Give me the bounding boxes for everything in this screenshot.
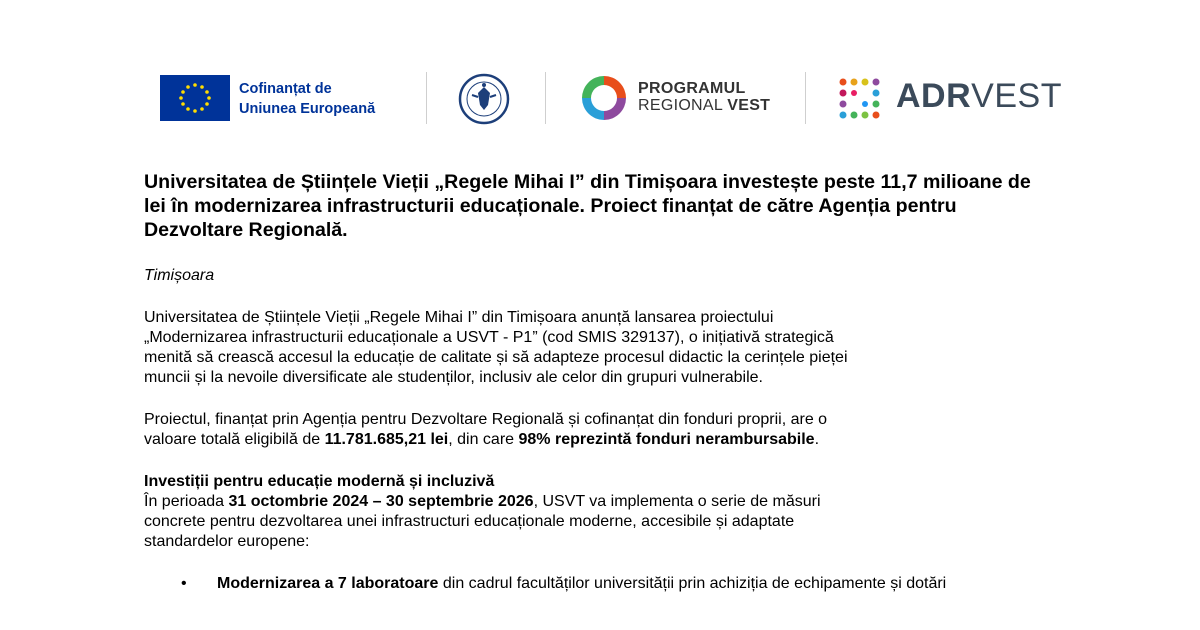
paragraph-funding xyxy=(144,410,874,450)
eu-flag-icon xyxy=(160,75,230,121)
logo-divider xyxy=(426,72,427,124)
logo-bar xyxy=(160,70,1060,126)
section-heading: Investiții pentru educație modernă și incluzivă xyxy=(144,473,495,490)
bullet1-bold: Modernizarea a 7 laboratoare xyxy=(217,575,439,592)
logo-divider xyxy=(805,72,806,124)
document-body xyxy=(144,170,1044,594)
pr-line2-b: VEST xyxy=(727,97,771,114)
eu-line2: Uniunea Europeană xyxy=(239,101,376,117)
list-item xyxy=(144,574,1044,594)
eu-line1: Cofinanțat de xyxy=(239,81,332,97)
regional-program-label xyxy=(638,80,770,114)
period-dates: 31 octombrie 2024 – 30 septembrie 2026 xyxy=(228,493,534,510)
document-title: Universitatea de Științele Vieții „Regele Mihai I” din Timișoara investește peste 11,7 milioane de lei în modernizarea infrastructurii educaționale. Proiect finanțat de către Agenția pentru Dezvoltare Regională. xyxy=(144,171,1031,241)
bullet-icon: • xyxy=(181,575,187,592)
regional-program-logo-icon xyxy=(579,73,629,123)
funding-text-e: . xyxy=(814,431,820,448)
eu-cofinance-label xyxy=(239,79,375,119)
paragraph-intro: Universitatea de Științele Vieții „Regele Mihai I” din Timișoara anunță lansarea proiectului „Modernizarea infrastructurii educaționale a USVT - P1” (cod SMIS 329137), o inițiativă strategică menită să crească accesul la educație de calitate și să adapteze procesul didactic la cerințele pieței muncii și la nevoile diversificate ale studenților, inclusiv ale celor din grupuri vulnerabile. xyxy=(144,309,848,386)
funding-amount: 11.781.685,21 lei xyxy=(324,431,449,448)
funding-percentage: 98% reprezintă fonduri nerambursabile xyxy=(518,431,815,448)
period-text-c: , USVT va implementa o serie de măsuri concrete pentru dezvoltarea unei infrastructuri educaționale moderne, accesibile și adaptate standardelor europene: xyxy=(144,493,821,550)
adr-text-b: VEST xyxy=(971,77,1062,115)
dateline-city: Timișoara xyxy=(144,267,215,284)
pr-line1: PROGRAMUL xyxy=(638,80,746,97)
funding-text-a: Proiectul, finanțat prin Agenția pentru Dezvoltare Regională și cofinanțat din fonduri proprii, are o valoare totală eligibilă de xyxy=(144,411,828,448)
adr-vest-dots-icon xyxy=(835,74,885,124)
adr-text-a: ADR xyxy=(896,77,972,115)
adr-vest-wordmark xyxy=(896,76,1062,116)
bullet1-text: din cadrul facultăților universității prin achiziția de echipamente și dotări xyxy=(438,575,947,592)
period-text-a: În perioada xyxy=(144,493,229,510)
logo-divider xyxy=(545,72,546,124)
measures-list xyxy=(144,574,1044,594)
pr-line2-a: REGIONAL xyxy=(638,97,728,114)
section-paragraph xyxy=(144,492,884,552)
romanian-government-seal-icon xyxy=(458,73,510,125)
funding-text-c: , din care xyxy=(448,431,519,448)
